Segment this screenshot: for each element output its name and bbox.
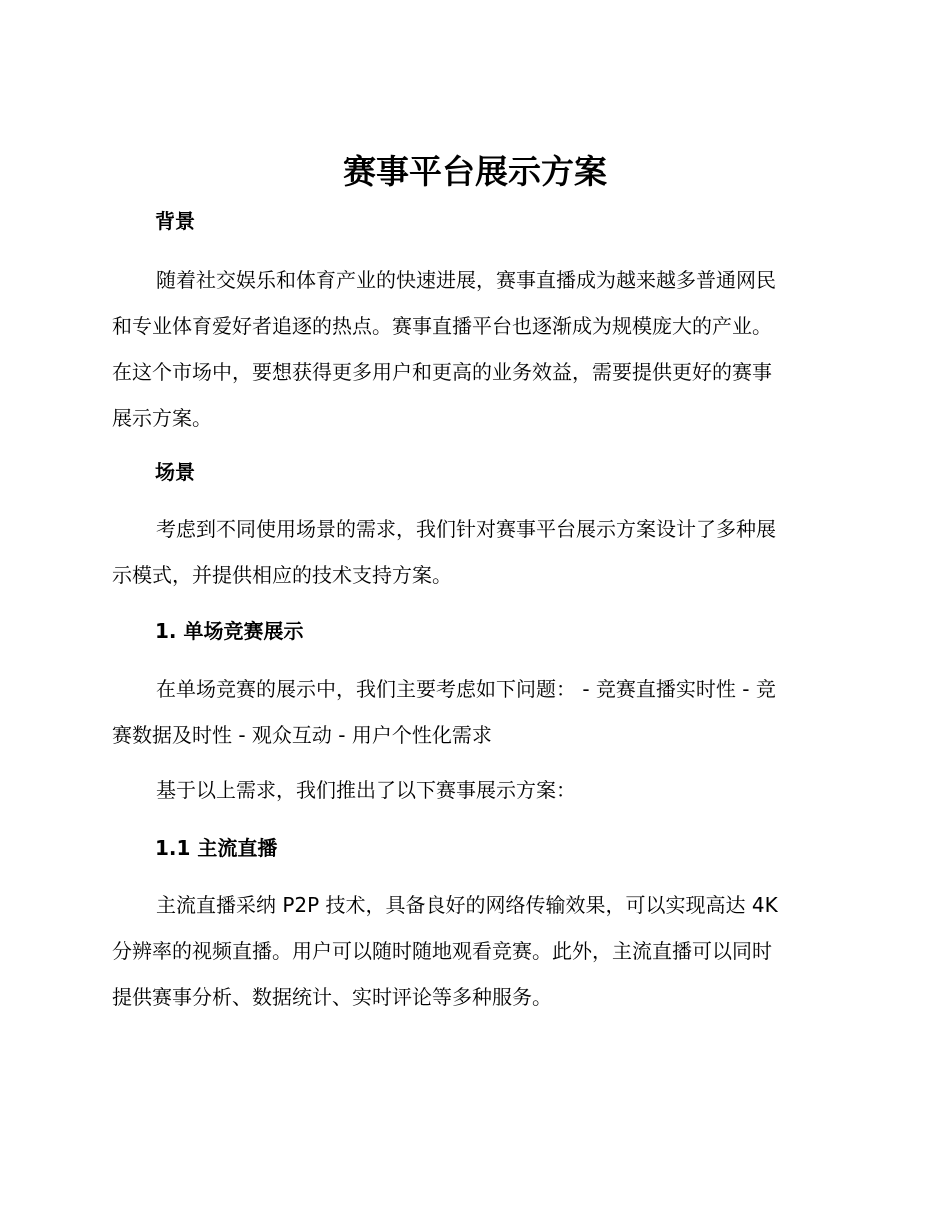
paragraph-line: 主流直播采纳 P2P 技术，具备良好的网络传输效果，可以实现高达 4K bbox=[156, 893, 778, 917]
paragraph-line: 展示方案。 bbox=[112, 406, 212, 430]
section-heading-mainstream-live: 1.1 主流直播 bbox=[155, 836, 278, 860]
paragraph-single-match bbox=[112, 666, 834, 758]
paragraph-single-match-summary bbox=[112, 767, 834, 813]
paragraph-line: 赛数据及时性 - 观众互动 - 用户个性化需求 bbox=[112, 723, 492, 747]
section-heading-single-match: 1. 单场竞赛展示 bbox=[155, 619, 304, 643]
paragraph-line: 随着社交娱乐和体育产业的快速进展，赛事直播成为越来越多普通网民 bbox=[156, 268, 776, 292]
paragraph-line: 提供赛事分析、数据统计、实时评论等多种服务。 bbox=[112, 985, 552, 1009]
paragraph-line: 示模式，并提供相应的技术支持方案。 bbox=[112, 563, 452, 587]
paragraph-background bbox=[112, 257, 834, 441]
paragraph-line: 和专业体育爱好者追逐的热点。赛事直播平台也逐渐成为规模庞大的产业。 bbox=[112, 314, 772, 338]
paragraph-line: 分辨率的视频直播。用户可以随时随地观看竞赛。此外，主流直播可以同时 bbox=[112, 939, 772, 963]
paragraph-line: 在单场竞赛的展示中，我们主要考虑如下问题： - 竞赛直播实时性 - 竞 bbox=[156, 677, 776, 701]
paragraph-scenario bbox=[112, 506, 834, 598]
section-heading-background: 背景 bbox=[155, 209, 195, 233]
document-title: 赛事平台展示方案 bbox=[343, 152, 607, 191]
paragraph-line: 考虑到不同使用场景的需求，我们针对赛事平台展示方案设计了多种展 bbox=[156, 517, 776, 541]
paragraph-line: 基于以上需求，我们推出了以下赛事展示方案： bbox=[156, 778, 576, 802]
paragraph-mainstream-live bbox=[112, 882, 834, 1020]
paragraph-line: 在这个市场中，要想获得更多用户和更高的业务效益，需要提供更好的赛事 bbox=[112, 360, 772, 384]
section-heading-scenario: 场景 bbox=[155, 460, 195, 484]
